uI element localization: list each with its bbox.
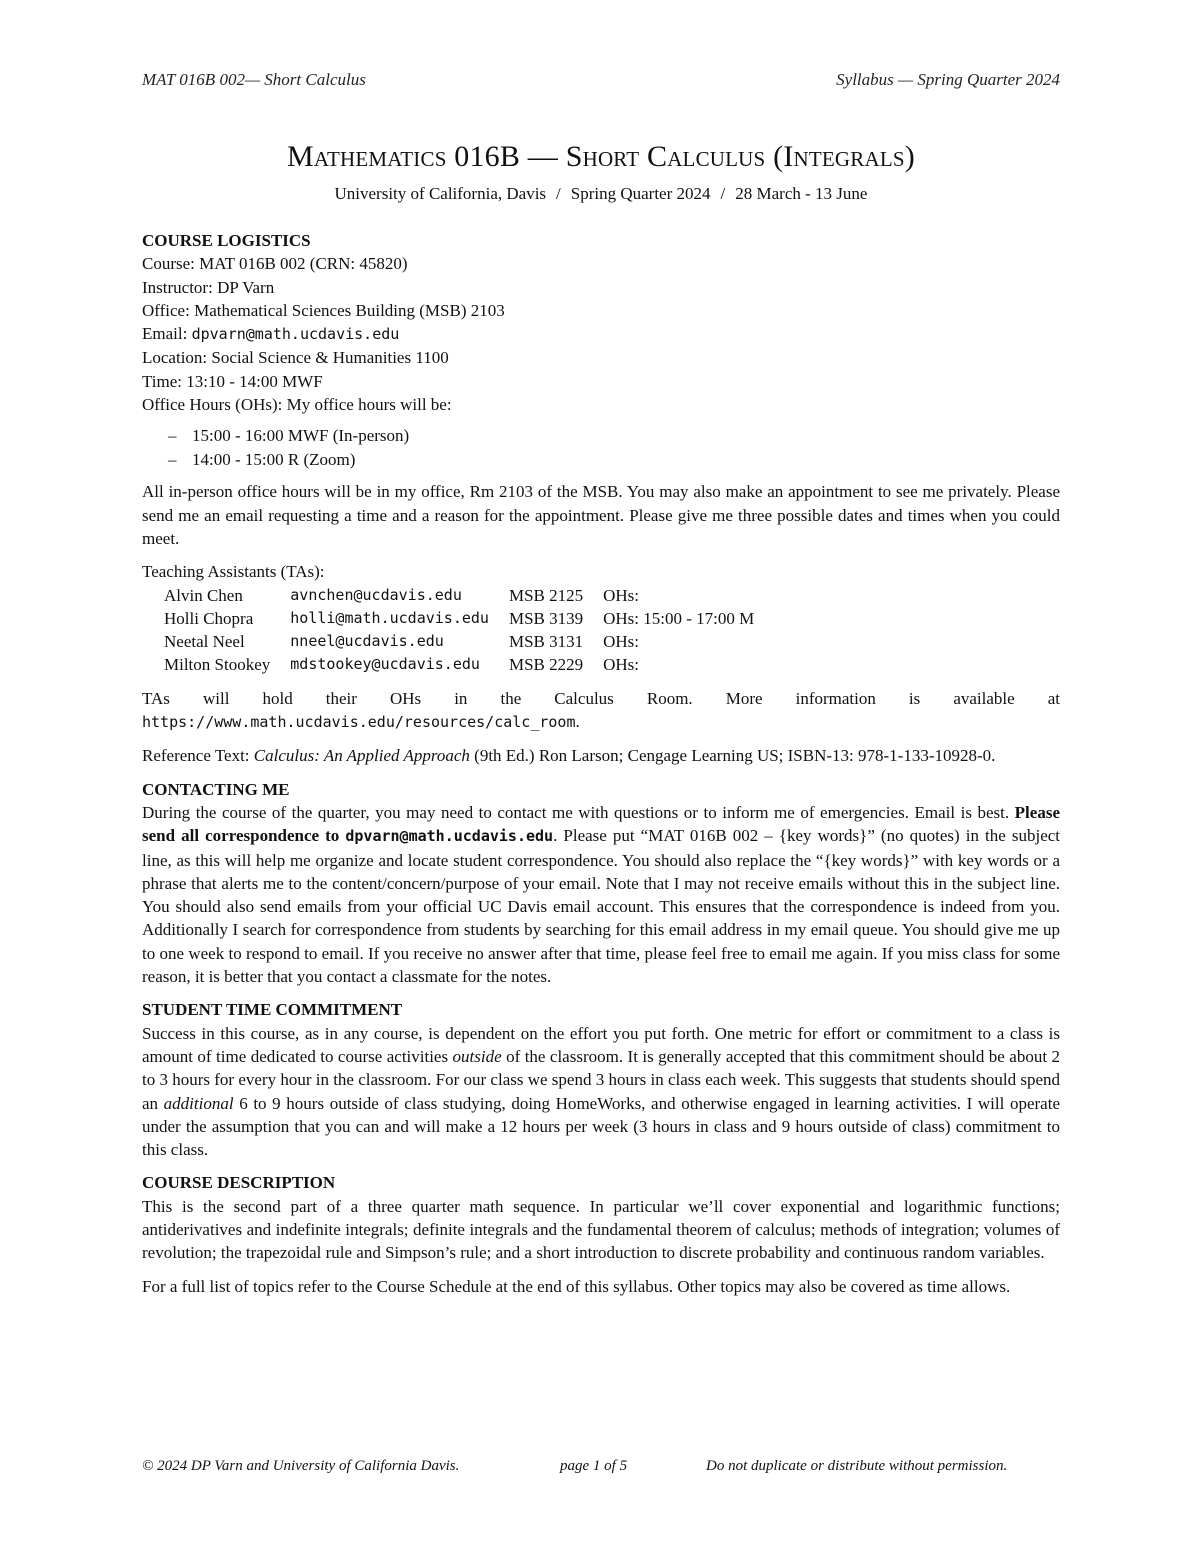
ta-name: Neetal Neel	[164, 632, 245, 652]
running-header-left: MAT 016B 002— Short Calculus	[142, 70, 366, 89]
section-heading-commitment: STUDENT TIME COMMITMENT	[142, 1000, 403, 1020]
page-title: Mathematics 016B — Short Calculus (Integrals)	[287, 140, 915, 173]
table-row	[164, 630, 774, 653]
ta-table	[164, 584, 774, 677]
logistics-block	[142, 252, 1060, 416]
commitment-text-1: Success in this course, as in any course, is dependent on the effort you put forth. One metric for effort or commitment to a class is amount of time dedicated to course activities	[142, 1023, 1060, 1066]
office-line: Office: Mathematical Sciences Building (MSB) 2103	[142, 300, 505, 320]
commitment-text-3: 6 to 9 hours outside of class studying, doing HomeWorks, and otherwise engaged in learning activities. I will operate under the assumption that you can and will make a 12 hours per week (3 hours in class and 9 hours outside of class) commitment to this class.	[142, 1093, 1060, 1160]
office-hours-list	[168, 424, 1060, 472]
description-paragraph: This is the second part of a three quarter math sequence. In particular we’ll cover exponential and logarithmic functions; antiderivatives and indefinite integrals; definite integrals and the fundamental theorem of calculus; methods of integration; volumes of revolution; the trapezoidal rule and Simpson’s rule; and a short introduction to discrete probability and continuous random variables.	[142, 1196, 1060, 1263]
ta-hours: OHs:	[603, 655, 640, 675]
commitment-emphasis-outside: outside	[452, 1046, 502, 1066]
calc-room-link[interactable]: https://www.math.ucdavis.edu/resources/calc_room	[142, 713, 576, 732]
ta-email[interactable]: nneel@ucdavis.edu	[290, 632, 444, 651]
commitment-text-2: of the classroom. It is generally accepted that this commitment should be about 2 to 3 hours for every hour in the classroom. For our class we spend 3 hours in class each week. This suggests that students should spend an	[142, 1046, 1061, 1113]
ta-hours: OHs: 15:00 - 17:00 M	[603, 608, 755, 628]
subtitle-quarter: Spring Quarter 2024	[570, 184, 711, 203]
footer-page-number: page 1 of 5	[560, 1458, 628, 1474]
ta-email[interactable]: holli@math.ucdavis.edu	[290, 608, 489, 627]
ta-room: MSB 2229	[508, 655, 584, 675]
contacting-paragraph	[142, 801, 1060, 988]
ta-room: MSB 3131	[508, 632, 584, 652]
subtitle-separator: /	[720, 184, 726, 203]
reference-details: (9th Ed.) Ron Larson; Cengage Learning US; ISBN-13: 978-1-133-10928-0.	[469, 746, 996, 766]
email-line	[142, 322, 1060, 346]
dash-bullet: –	[168, 426, 177, 446]
subtitle-dates: 28 March - 13 June	[735, 184, 868, 203]
contacting-text-2: . Please put “MAT 016B 002 – {key words}” (no quotes) in the subject line, as this will help me organize and locate student correspondence. You should also replace the “{key words}” with key words or a phrase that alerts me to the content/concern/purpose of your email. Note that I may not receive emails without this in the subject line. You should also send emails from your official UC Davis email account. This ensures that the correspondence is indeed from you. Additionally I search for correspondence from students by searching for this email address in my email queue. You should give me up to one week to respond to email. If you receive no answer after that time, please feel free to email me again. If you miss class for some reason, it is better that you contact a classmate for the notes.	[142, 826, 1061, 987]
ta-email[interactable]: avnchen@ucdavis.edu	[290, 585, 462, 604]
running-header-right: Syllabus — Spring Quarter 2024	[836, 70, 1060, 89]
section-heading-description: COURSE DESCRIPTION	[142, 1173, 336, 1193]
dash-bullet: –	[168, 450, 177, 470]
topics-paragraph: For a full list of topics refer to the Course Schedule at the end of this syllabus. Other topics may also be covered as time allows.	[142, 1276, 1011, 1296]
contacting-text-1: During the course of the quarter, you may need to contact me with questions or to inform me of emergencies. Email is best.	[142, 802, 1015, 822]
calc-room-period: .	[575, 712, 580, 732]
ta-heading: Teaching Assistants (TAs):	[142, 562, 325, 582]
footer-copyright: © 2024 DP Varn and University of California Davis.	[142, 1458, 460, 1474]
ta-name: Milton Stookey	[164, 655, 271, 675]
calc-room-text: TAs will hold their OHs in the Calculus Room. More information is available at	[142, 688, 1060, 708]
subtitle-separator: /	[556, 184, 561, 203]
email-label: Email:	[142, 324, 192, 344]
ta-hours: OHs:	[603, 585, 640, 605]
office-hours-paragraph: All in-person office hours will be in my office, Rm 2103 of the MSB. You may also make an appointment to see me privately. Please send me an email requesting a time and a reason for the appointment. Please give me three possible dates and times when you could meet.	[142, 482, 1060, 548]
ta-hours: OHs:	[603, 632, 640, 652]
calc-room-paragraph	[142, 687, 1060, 735]
commitment-emphasis-additional: additional	[163, 1093, 234, 1113]
syllabus-content	[142, 229, 1060, 1308]
page-subtitle	[142, 184, 1060, 204]
reference-label: Reference Text:	[142, 746, 254, 766]
ta-name: Holli Chopra	[164, 608, 254, 628]
time-line: Time: 13:10 - 14:00 MWF	[142, 371, 323, 391]
reference-title: Calculus: An Applied Approach	[253, 746, 470, 766]
instructor-email-link[interactable]: dpvarn@math.ucdavis.edu	[191, 325, 400, 344]
course-line: Course: MAT 016B 002 (CRN: 45820)	[142, 254, 408, 274]
table-row	[164, 653, 774, 676]
ta-name: Alvin Chen	[164, 585, 243, 605]
reference-text-paragraph	[142, 744, 1060, 767]
section-heading-logistics: COURSE LOGISTICS	[142, 231, 311, 250]
section-heading-contacting: CONTACTING ME	[142, 779, 290, 799]
location-line: Location: Social Science & Humanities 1100	[142, 348, 449, 368]
subtitle-university: University of California, Davis	[334, 184, 547, 203]
contacting-email-link[interactable]: dpvarn@math.ucdavis.edu	[345, 827, 554, 846]
ta-room: MSB 2125	[508, 585, 584, 605]
ta-email[interactable]: mdstookey@ucdavis.edu	[290, 655, 480, 674]
commitment-paragraph	[142, 1022, 1060, 1162]
office-hours-intro: Office Hours (OHs): My office hours will be:	[142, 395, 452, 415]
footer-notice: Do not duplicate or distribute without permission.	[706, 1458, 1008, 1474]
list-item	[168, 448, 1060, 472]
office-hour-item: 15:00 - 16:00 MWF (In-person)	[192, 426, 410, 446]
office-hour-item: 14:00 - 15:00 R (Zoom)	[192, 450, 356, 470]
list-item	[168, 424, 1060, 448]
instructor-line: Instructor: DP Varn	[142, 277, 275, 297]
contacting-bold-text: Please send all correspondence to	[142, 802, 1060, 846]
table-row	[164, 607, 774, 630]
table-row	[164, 584, 774, 607]
ta-room: MSB 3139	[508, 608, 584, 628]
